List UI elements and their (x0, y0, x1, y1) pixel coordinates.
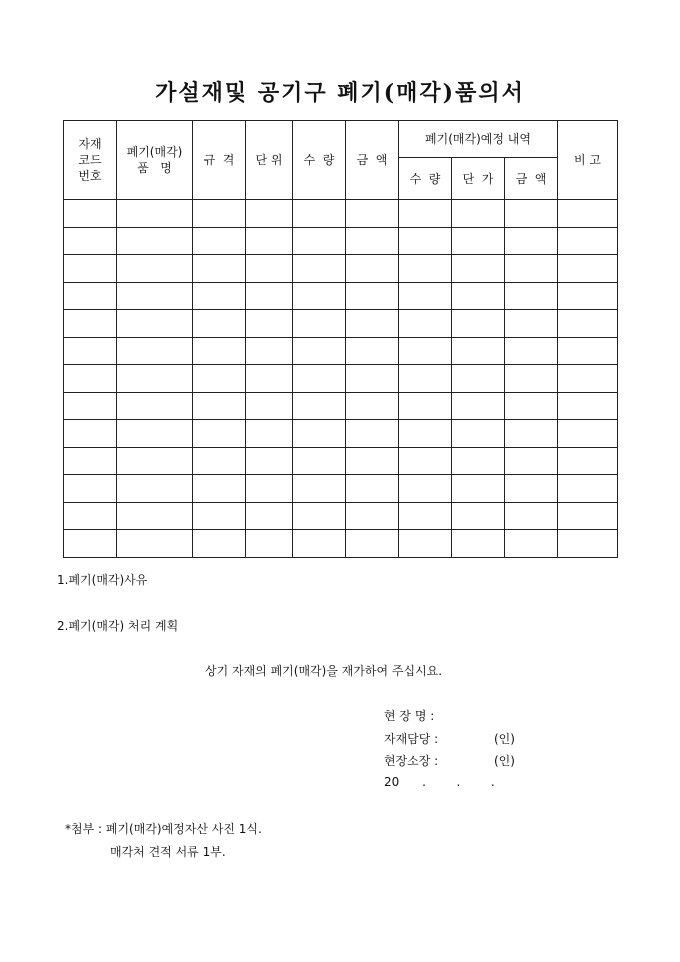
table-cell[interactable] (246, 530, 293, 558)
table-cell[interactable] (64, 310, 117, 338)
table-cell[interactable] (505, 227, 558, 255)
table-cell[interactable] (399, 392, 452, 420)
table-cell[interactable] (452, 255, 505, 283)
table-cell[interactable] (293, 282, 346, 310)
header-unit: 단 위 (246, 121, 293, 200)
table-cell[interactable] (346, 365, 399, 393)
table-cell[interactable] (505, 447, 558, 475)
table-cell[interactable] (558, 310, 618, 338)
table-cell[interactable] (64, 420, 117, 448)
table-cell[interactable] (293, 447, 346, 475)
table-row (64, 227, 618, 255)
table-cell[interactable] (293, 310, 346, 338)
table-row (64, 365, 618, 393)
table-cell[interactable] (505, 392, 558, 420)
table-cell[interactable] (117, 200, 193, 228)
table-cell[interactable] (558, 475, 618, 503)
table-cell[interactable] (346, 200, 399, 228)
table-cell[interactable] (558, 337, 618, 365)
table-cell[interactable] (558, 255, 618, 283)
director-label: 현장소장 : (384, 754, 439, 768)
table-cell[interactable] (558, 420, 618, 448)
table-cell[interactable] (505, 502, 558, 530)
table-cell[interactable] (193, 200, 246, 228)
table-cell[interactable] (64, 530, 117, 558)
table-cell[interactable] (399, 365, 452, 393)
table-cell[interactable] (505, 282, 558, 310)
table-cell[interactable] (193, 310, 246, 338)
table-cell[interactable] (346, 392, 399, 420)
table-cell[interactable] (117, 420, 193, 448)
table-cell[interactable] (246, 227, 293, 255)
table-cell[interactable] (558, 227, 618, 255)
table-cell[interactable] (558, 365, 618, 393)
table-cell[interactable] (399, 310, 452, 338)
table-cell[interactable] (64, 227, 117, 255)
table-cell[interactable] (246, 365, 293, 393)
table-cell[interactable] (64, 255, 117, 283)
disposal-table (63, 120, 618, 558)
section-reason: 1.폐기(매각)사유 (57, 573, 148, 587)
table-cell[interactable] (399, 282, 452, 310)
table-cell[interactable] (346, 502, 399, 530)
table-cell[interactable] (505, 420, 558, 448)
table-cell[interactable] (293, 200, 346, 228)
table-cell[interactable] (452, 420, 505, 448)
table-row (64, 255, 618, 283)
table-cell[interactable] (505, 530, 558, 558)
table-cell[interactable] (558, 392, 618, 420)
table-cell[interactable] (193, 365, 246, 393)
table-cell[interactable] (293, 502, 346, 530)
table-cell[interactable] (452, 475, 505, 503)
table-cell[interactable] (64, 502, 117, 530)
table-cell[interactable] (346, 420, 399, 448)
header-code: 자재 코드 번호 (64, 121, 117, 200)
table-cell[interactable] (452, 530, 505, 558)
table-cell[interactable] (346, 337, 399, 365)
table-cell[interactable] (117, 392, 193, 420)
document-title: 가설재및 공기구 폐기(매각)품의서 (155, 80, 525, 106)
table-cell[interactable] (505, 365, 558, 393)
table-cell[interactable] (117, 255, 193, 283)
table-row (64, 447, 618, 475)
table-cell[interactable] (293, 530, 346, 558)
table-cell[interactable] (505, 200, 558, 228)
table-cell[interactable] (346, 447, 399, 475)
table-cell[interactable] (452, 200, 505, 228)
table-cell[interactable] (193, 475, 246, 503)
table-cell[interactable] (246, 255, 293, 283)
table-cell[interactable] (117, 227, 193, 255)
table-cell[interactable] (117, 475, 193, 503)
table-cell[interactable] (117, 530, 193, 558)
header-spec: 규 격 (193, 121, 246, 200)
table-cell[interactable] (193, 337, 246, 365)
header-amount: 금 액 (346, 121, 399, 200)
table-cell[interactable] (346, 475, 399, 503)
table-cell[interactable] (452, 365, 505, 393)
table-cell[interactable] (64, 365, 117, 393)
table-cell[interactable] (193, 282, 246, 310)
table-cell[interactable] (452, 227, 505, 255)
table-cell[interactable] (117, 447, 193, 475)
table-cell[interactable] (246, 502, 293, 530)
table-cell[interactable] (399, 227, 452, 255)
table-cell[interactable] (558, 502, 618, 530)
table-row (64, 502, 618, 530)
table-cell[interactable] (246, 310, 293, 338)
header-item-name: 폐기(매각) 품 명 (117, 121, 193, 200)
table-cell[interactable] (246, 282, 293, 310)
header-planned-price: 단 가 (452, 158, 505, 200)
table-cell[interactable] (505, 310, 558, 338)
table-cell[interactable] (117, 365, 193, 393)
table-row (64, 475, 618, 503)
table-cell[interactable] (399, 530, 452, 558)
table-cell[interactable] (452, 310, 505, 338)
table-cell[interactable] (505, 337, 558, 365)
table-cell[interactable] (346, 310, 399, 338)
table-cell[interactable] (246, 420, 293, 448)
table-cell[interactable] (346, 282, 399, 310)
table-row (64, 282, 618, 310)
table-cell[interactable] (293, 475, 346, 503)
table-cell[interactable] (246, 475, 293, 503)
header-remarks: 비 고 (558, 121, 618, 200)
attachment-line-2: 매각처 견적 서류 1부. (110, 845, 226, 859)
table-row (64, 420, 618, 448)
table-cell[interactable] (64, 447, 117, 475)
table-cell[interactable] (293, 392, 346, 420)
table-cell[interactable] (193, 530, 246, 558)
table-cell[interactable] (399, 200, 452, 228)
manager-seal: (인) (494, 732, 515, 746)
table-row (64, 530, 618, 558)
header-qty: 수 량 (293, 121, 346, 200)
table-cell[interactable] (64, 337, 117, 365)
table-cell[interactable] (558, 200, 618, 228)
table-cell[interactable] (399, 475, 452, 503)
table-cell[interactable] (346, 255, 399, 283)
table-cell[interactable] (193, 255, 246, 283)
table-cell[interactable] (117, 337, 193, 365)
table-cell[interactable] (558, 282, 618, 310)
table-cell[interactable] (399, 502, 452, 530)
table-cell[interactable] (193, 420, 246, 448)
table-cell[interactable] (346, 227, 399, 255)
table-cell[interactable] (193, 227, 246, 255)
table-cell[interactable] (293, 365, 346, 393)
section-plan: 2.폐기(매각) 처리 계획 (57, 619, 179, 633)
table-cell[interactable] (293, 337, 346, 365)
table-cell[interactable] (64, 282, 117, 310)
table-cell[interactable] (558, 447, 618, 475)
date-field: 20 . . . (384, 775, 495, 789)
table-cell[interactable] (399, 447, 452, 475)
table-cell[interactable] (452, 337, 505, 365)
table-cell[interactable] (117, 310, 193, 338)
table-cell[interactable] (193, 392, 246, 420)
table-cell[interactable] (246, 447, 293, 475)
request-text: 상기 자재의 폐기(매각)을 재가하여 주십시요. (205, 664, 443, 678)
table-cell[interactable] (64, 392, 117, 420)
director-seal: (인) (494, 754, 515, 768)
table-cell[interactable] (246, 392, 293, 420)
table-cell[interactable] (399, 255, 452, 283)
table-cell[interactable] (505, 475, 558, 503)
table-cell[interactable] (399, 337, 452, 365)
manager-label: 자재담당 : (384, 732, 439, 746)
header-planned-qty: 수 량 (399, 158, 452, 200)
header-planned: 폐기(매각)예정 내역 (399, 121, 558, 158)
table-row (64, 337, 618, 365)
table-cell[interactable] (117, 282, 193, 310)
table-cell[interactable] (293, 227, 346, 255)
table-row (64, 200, 618, 228)
table-cell[interactable] (293, 420, 346, 448)
table-cell[interactable] (346, 530, 399, 558)
table-cell[interactable] (64, 475, 117, 503)
table-cell[interactable] (117, 502, 193, 530)
attachment-line-1: *첨부 : 폐기(매각)예정자산 사진 1식. (65, 822, 262, 836)
table-cell[interactable] (558, 530, 618, 558)
table-cell[interactable] (452, 282, 505, 310)
table-cell[interactable] (193, 447, 246, 475)
header-planned-amount: 금 액 (505, 158, 558, 200)
table-cell[interactable] (246, 337, 293, 365)
table-cell[interactable] (452, 447, 505, 475)
table-cell[interactable] (452, 392, 505, 420)
table-cell[interactable] (193, 502, 246, 530)
table-row (64, 310, 618, 338)
table-cell[interactable] (64, 200, 117, 228)
site-name-label: 현 장 명 : (384, 709, 435, 723)
table-cell[interactable] (399, 420, 452, 448)
table-cell[interactable] (505, 255, 558, 283)
table-cell[interactable] (293, 255, 346, 283)
table-cell[interactable] (246, 200, 293, 228)
table-cell[interactable] (452, 502, 505, 530)
table-row (64, 392, 618, 420)
